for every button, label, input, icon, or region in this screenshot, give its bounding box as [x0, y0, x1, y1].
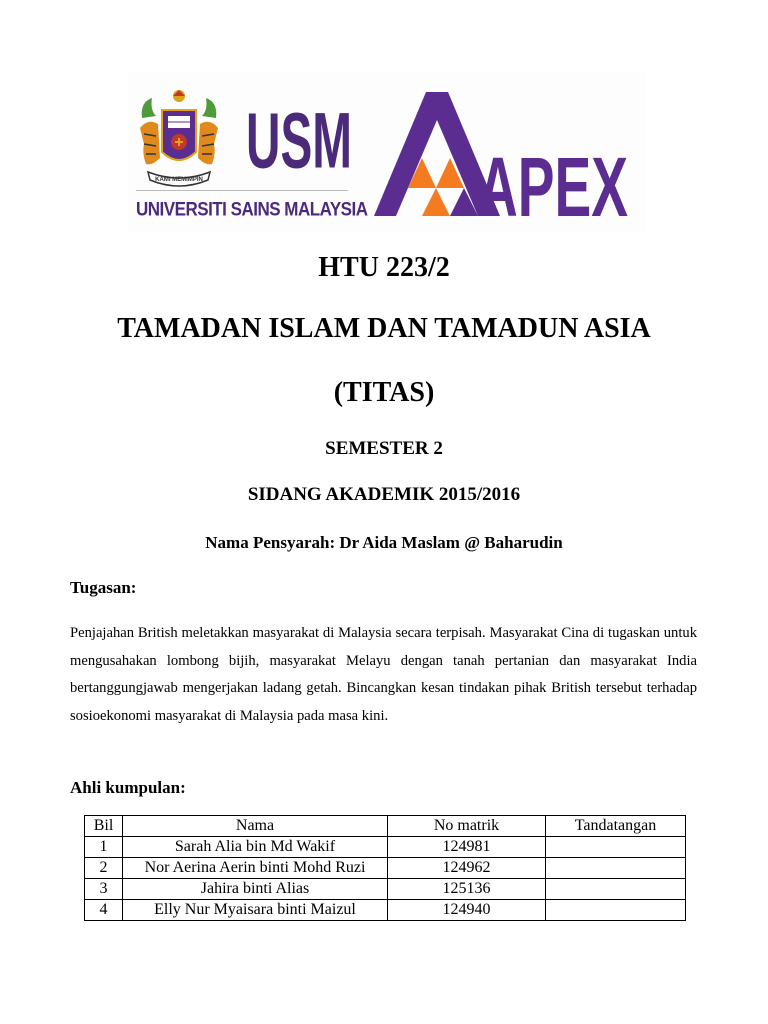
table-row	[85, 858, 686, 879]
cell-tandatangan	[546, 858, 686, 879]
usm-wordmark	[246, 96, 352, 185]
university-name: UNIVERSITI SAINS MALAYSIA	[136, 198, 368, 220]
column-header-matrik: No matrik	[388, 816, 546, 837]
cell-bil: 3	[85, 879, 123, 900]
cell-tandatangan	[546, 879, 686, 900]
cell-tandatangan	[546, 837, 686, 858]
usm-divider	[136, 190, 348, 191]
task-heading: Tugasan:	[70, 578, 137, 597]
cell-nama: Elly Nur Myaisara binti Maizul	[123, 900, 388, 921]
apex-wordmark: APEX	[478, 140, 628, 234]
crest-motto: KAMI MEMIMPIN	[155, 177, 203, 183]
column-header-nama: Nama	[123, 816, 388, 837]
semester: SEMESTER 2	[325, 438, 443, 459]
cell-bil: 4	[85, 900, 123, 921]
column-header-bil: Bil	[85, 816, 123, 837]
column-header-tandatangan: Tandatangan	[546, 816, 686, 837]
cell-matrik: 125136	[388, 879, 546, 900]
members-heading: Ahli kumpulan:	[70, 778, 186, 797]
cell-nama: Nor Aerina Aerin binti Mohd Ruzi	[123, 858, 388, 879]
table-row	[85, 879, 686, 900]
members-table	[84, 815, 686, 921]
academic-session: SIDANG AKADEMIK 2015/2016	[247, 484, 521, 505]
cell-bil: 2	[85, 858, 123, 879]
cell-matrik: 124940	[388, 900, 546, 921]
table-row	[85, 837, 686, 858]
lecturer-name: Nama Pensyarah: Dr Aida Maslam @ Baharudin	[205, 533, 563, 552]
course-title: TAMADAN ISLAM DAN TAMADUN ASIA	[117, 313, 651, 344]
cell-bil: 1	[85, 837, 123, 858]
cell-matrik: 124981	[388, 837, 546, 858]
apex-logo	[374, 92, 628, 234]
usm-wordmark-text: USM	[246, 96, 352, 185]
course-abbreviation: (TITAS)	[333, 377, 435, 408]
usm-crest-logo	[138, 88, 220, 192]
cell-tandatangan	[546, 900, 686, 921]
table-header-row	[85, 816, 686, 837]
cell-matrik: 124962	[388, 858, 546, 879]
course-code: HTU 223/2	[318, 252, 450, 283]
table-row	[85, 900, 686, 921]
cell-nama: Jahira binti Alias	[123, 879, 388, 900]
task-description: Penjajahan British meletakkan masyarakat di Malaysia secara terpisah. Masyarakat Cina di tugaskan untuk mengusahakan lombong bijih, masyarakat Melayu dengan tanah pertanian dan masyarakat India bertanggungjawab mengerjakan ladang getah. Bincangkan kesan tindakan pihak British tersebut terhadap sosioekonomi masyarakat di Malaysia pada masa kini.	[70, 625, 697, 724]
cell-nama: Sarah Alia bin Md Wakif	[123, 837, 388, 858]
